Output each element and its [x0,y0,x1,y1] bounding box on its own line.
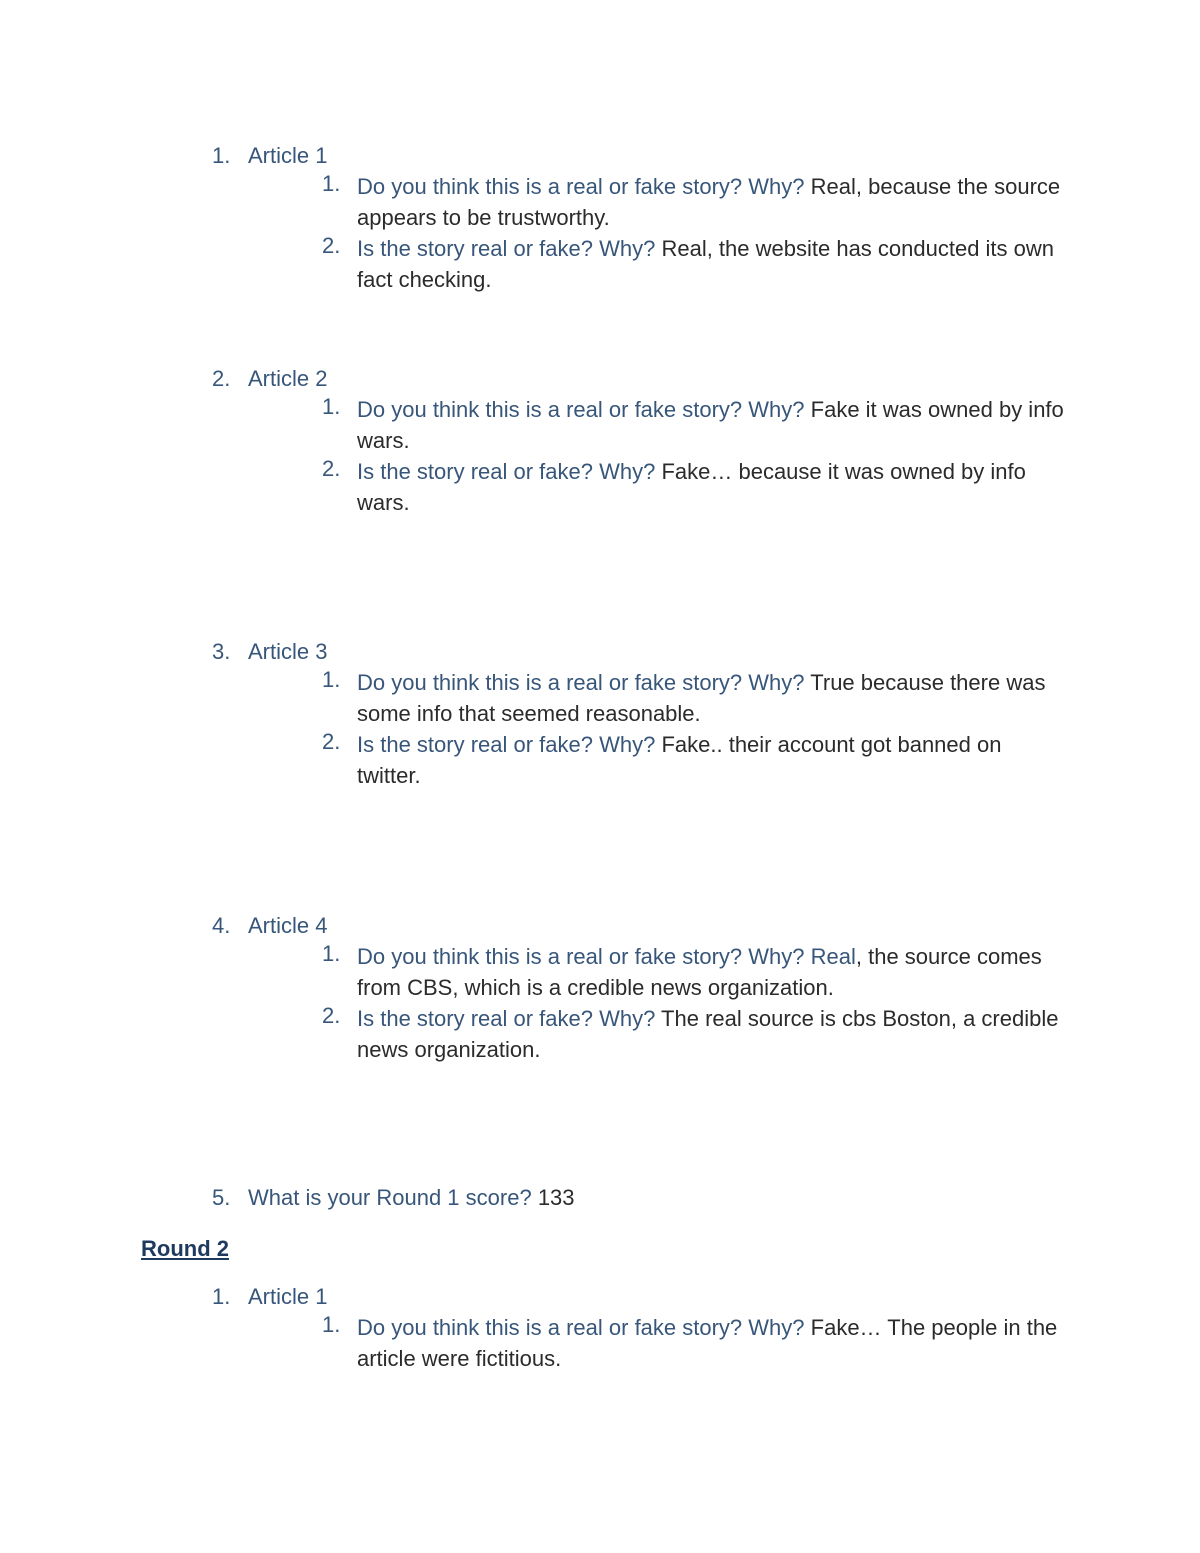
question: Is the story real or fake? Why? [357,732,656,757]
answer: 133 [531,1185,575,1210]
question-text [357,729,1067,791]
question-text [357,1003,1067,1065]
question-text [357,456,1067,518]
question: Do you think this is a real or fake story? Why? [357,174,805,199]
list-number: 2. [322,233,341,258]
list-number: 5. [212,1185,231,1210]
answer: Real, because the source appears to be trustworthy. [357,174,1061,230]
list-number: 2. [322,456,341,481]
question: What is your Round 1 score? [248,1185,532,1210]
article-title: Article 1 [248,143,328,168]
answer: Fake… because it was owned by info wars. [357,459,1026,515]
question-item [0,233,1200,295]
question-text [357,667,1067,729]
question: Is the story real or fake? Why? [357,459,656,484]
list-number: 2. [322,1003,341,1028]
question-item [0,394,1200,456]
list-number: 1. [322,941,341,966]
question-text [357,941,1067,1003]
question-item [0,667,1200,729]
question: Is the story real or fake? Why? [357,236,656,261]
article-title: Article 1 [248,1284,328,1309]
score-item [0,1182,1200,1213]
question-text [357,171,1067,233]
question: Do you think this is a real or fake story? Why? Real [357,944,856,969]
answer: Real, the website has conducted its own fact checking. [357,236,1055,292]
answer: Fake… The people in the article were fictitious. [357,1315,1058,1371]
question: Do you think this is a real or fake story? Why? [357,670,805,695]
article-heading [0,1281,1200,1312]
article-heading [0,363,1200,394]
list-number: 2. [212,366,231,391]
list-number: 1. [322,171,341,196]
article-block [0,140,1200,295]
article-block [0,363,1200,518]
question: Do you think this is a real or fake story? Why? [357,397,805,422]
article-title: Article 2 [248,366,328,391]
question-text [357,1312,1067,1374]
score-text [248,1182,575,1213]
article-heading [0,140,1200,171]
article-heading [0,910,1200,941]
article-block [0,636,1200,791]
answer: True because there was some info that seemed reasonable. [357,670,1046,726]
question-text [357,394,1067,456]
round-heading: Round 2 [141,1236,229,1261]
question-item [0,456,1200,518]
list-number: 1. [212,1284,231,1309]
answer: , the source comes from CBS, which is a credible news organization. [357,944,1042,1000]
article-block [0,910,1200,1065]
article-title: Article 3 [248,639,328,664]
list-number: 1. [212,143,231,168]
question-item [0,1312,1200,1374]
answer: Fake.. their account got banned on twitter. [357,732,1002,788]
list-number: 1. [322,667,341,692]
list-number: 1. [322,1312,341,1337]
answer: The real source is cbs Boston, a credible news organization. [357,1006,1059,1062]
article-block [0,1281,1200,1374]
question-item [0,171,1200,233]
article-title: Article 4 [248,913,328,938]
question-item [0,1003,1200,1065]
answer: Fake it was owned by info wars. [357,397,1064,453]
article-heading [0,636,1200,667]
list-number: 4. [212,913,231,938]
question-item [0,729,1200,791]
list-number: 3. [212,639,231,664]
list-number: 2. [322,729,341,754]
question-item [0,941,1200,1003]
question: Is the story real or fake? Why? [357,1006,656,1031]
list-number: 1. [322,394,341,419]
question: Do you think this is a real or fake story? Why? [357,1315,805,1340]
question-text [357,233,1067,295]
